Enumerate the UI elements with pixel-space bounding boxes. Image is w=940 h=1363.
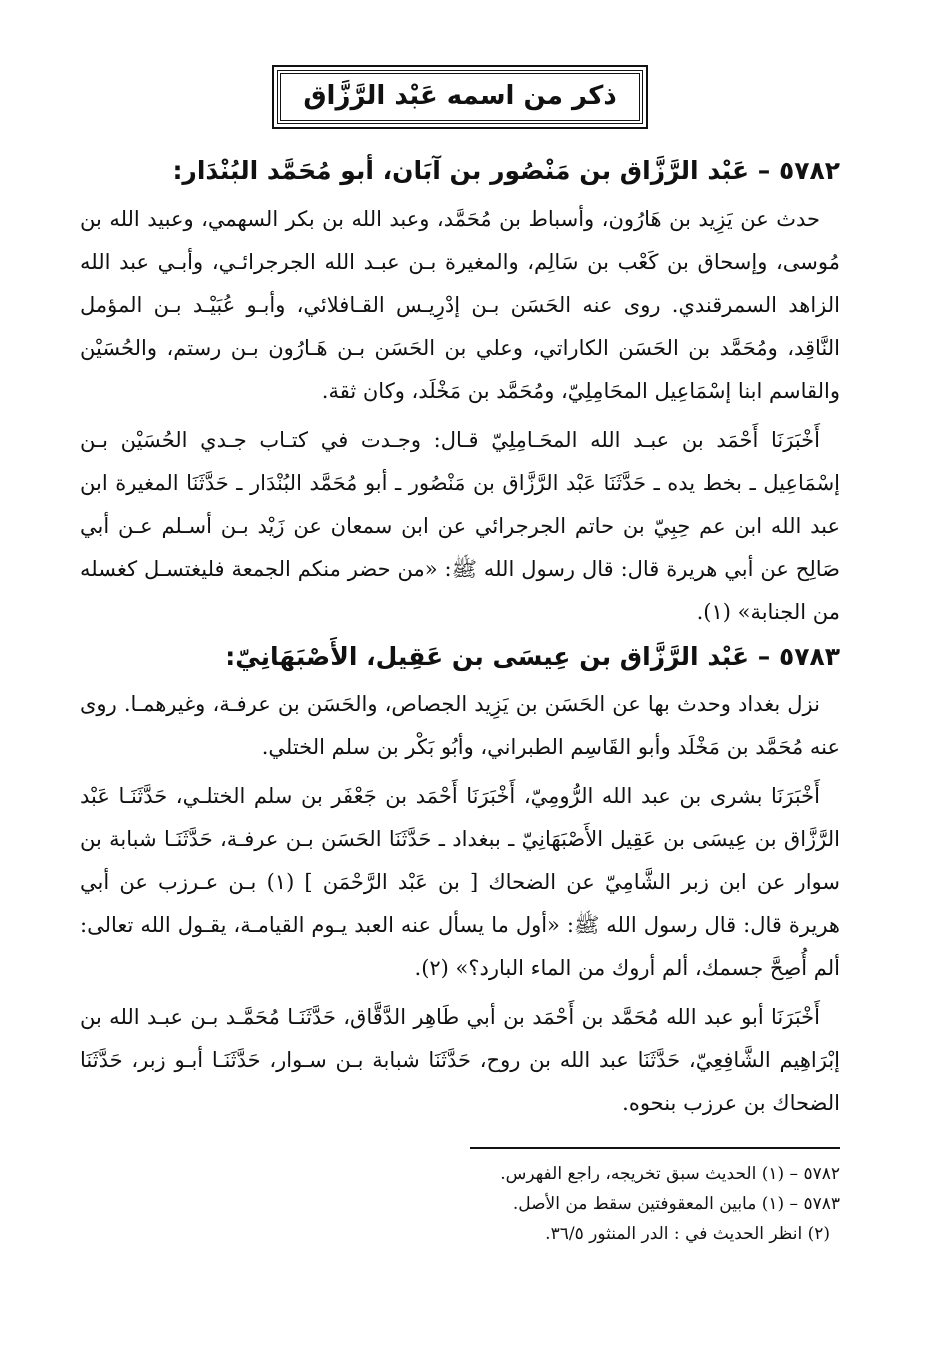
footnote: ٥٧٨٣ – (١) مابين المعقوفتين سقط من الأصل. (512, 1194, 840, 1215)
entry-paragraph: نزل بغداد وحدث بها عن الحَسَن بن يَزِيد الجصاص، والحَسَن بن عرفـة، وغيرهمـا. روى عنه مُحَمَّد بن مَخْلَد وأبو القَاسِم الطبراني، وأبُو بَكْر بن سلم الختلي. (80, 692, 840, 760)
section-title-wrap (80, 70, 840, 124)
book-page (80, 60, 840, 1249)
footnote-divider (470, 1147, 840, 1149)
entry-paragraph: حدث عن يَزِيد بن هَارُون، وأسباط بن مُحَمَّد، وعبد الله بن بكر السهمي، وعبيد الله بن مُوسى، وإسحاق بن كَعْب بن سَالِم، والمغيرة بـن عبـد الله الجرجرائـي، وأبـي عبد الله الزاهد السمرقندي. روى عنه الحَسَن بـن إدْرِيـس القـافلائي، وأبـو عُبَيْـد بـن المؤمل النَّاقِد، ومُحَمَّد بن الحَسَن الكاراتي، وعلي بن الحَسَن بـن هَـارُون بـن رستم، والحُسَيْن والقاسم ابنا إسْمَاعِيل المحَامِلِيّ، ومُحَمَّد بن مَخْلَد، وكان ثقة. (80, 206, 840, 403)
entry-heading: ٥٧٨٣ – عَبْد الرَّزَّاق بن عِيسَى بن عَقِيل، الأَصْبَهَانِيّ: (225, 641, 840, 671)
entry-paragraph: أَخْبَرَنَا أبو عبد الله مُحَمَّد بن أَحْمَد بن أبي طَاهِر الدَّقَّاق، حَدَّثَنَـا مُحَمَّـد بـن عبـد الله بن إبْرَاهِيم الشَّافِعِيّ، حَدَّثَنَا عبد الله بن روح، حَدَّثَنَا شبابة بـن سـوار، حَدَّثَنَـا أبـو زبر، حَدَّثَنَا الضحاك بن عرزب بنحوه. (80, 1005, 840, 1116)
footnote: (٢) انظر الحديث في : الدر المنثور ٣٦/٥. (545, 1224, 830, 1245)
entry-5783 (80, 640, 840, 1126)
footnotes (80, 1159, 840, 1249)
footnote: ٥٧٨٢ – (١) الحديث سبق تخريجه، راجع الفهرس. (500, 1164, 840, 1185)
entry-heading: ٥٧٨٢ – عَبْد الرَّزَّاق بن مَنْصُور بن آبَان، أبو مُحَمَّد البُنْدَار: (172, 155, 840, 185)
entry-5782 (80, 154, 840, 634)
section-title: ذكر من اسمه عَبْد الرَّزَّاق (277, 70, 642, 124)
entry-paragraph: أَخْبَرَنَا أَحْمَد بن عبـد الله المحَـامِلِيّ قـال: وجـدت في كتـاب جـدي الحُسَيْن بـن إسْمَاعِيل ـ بخط يده ـ حَدَّثَنَا عَبْد الرَّزَّاق بن مَنْصُور ـ أبو مُحَمَّد البُنْدَار ـ حَدَّثَنَا المغيرة ابن عبد الله ابن عم حِبِيّ بن حاتم الجرجرائي عن ابن سمعان عن زَيْد بـن أسـلم عـن أبي صَالِح عن أبي هريرة قال: قال رسول الله ﷺ: «من حضر منكم الجمعة فليغتسـل كغسله من الجنابة» (١). (80, 427, 840, 624)
entry-paragraph: أَخْبَرَنَا بشرى بن عبد الله الرُّومِيّ، أَخْبَرَنَا أَحْمَد بن جَعْفَر بن سلم الختلـي، حَدَّثَنَـا عَبْد الرَّزَّاق بن عِيسَى بن عَقِيل الأَصْبَهَانِيّ ـ ببغداد ـ حَدَّثَنَا الحَسَن بـن عرفـة، حَدَّثَنَـا شبابة بن سوار عن ابن زبر الشَّامِيّ عن الضحاك [ بن عَبْد الرَّحْمَن ] (١) بـن عـرزب عن أبي هريرة قال: قال رسول الله ﷺ: «أول ما يسأل عنه العبد يـوم القيامـة، يقـول الله تعالى: ألم أُصِحَّ جسمك، ألم أروك من الماء البارد؟» (٢). (80, 784, 840, 981)
